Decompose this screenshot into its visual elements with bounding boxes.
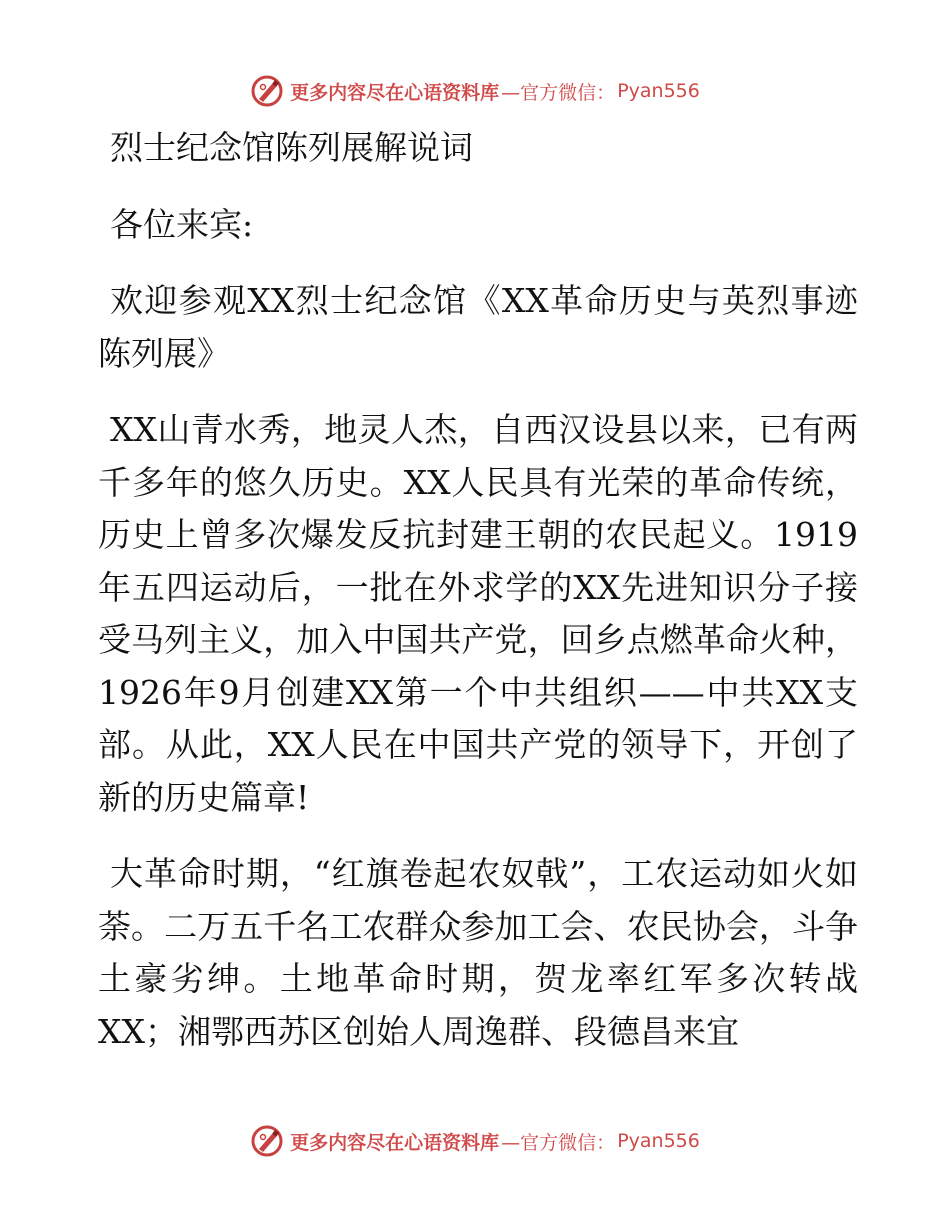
watermark-main-text: 更多内容尽在心语资料库 (290, 81, 500, 104)
pen-logo-icon (250, 1124, 284, 1158)
pen-logo-icon (250, 74, 284, 108)
watermark-wechat-id: Pyan556 (617, 80, 700, 102)
intro-paragraph: 欢迎参观XX烈士纪念馆《XX革命历史与英烈事迹陈列展》 (98, 281, 858, 373)
watermark-sub-text: —官方微信： (501, 1131, 616, 1154)
watermark-header (0, 71, 950, 111)
greeting: 各位来宾: (110, 204, 254, 244)
history-paragraph: XX山青水秀，地灵人杰，自西汉设县以来，已有两千多年的悠久历史。XX人民具有光荣的革命传统，历史上曾多次爆发反抗封建王朝的农民起义。1919年五四运动后，一批在外求学的XX先进知识分子接受马列主义，加入中国共产党，回乡点燃革命火种，1926年9月创建XX第一个中共组织——中共XX支部。从此，XX人民在中国共产党的领导下，开创了新的历史篇章! (98, 410, 858, 817)
document-body (98, 122, 858, 1058)
revolution-paragraph: 大革命时期，“红旗卷起农奴戟”，工农运动如火如荼。二万五千名工农群众参加工会、农民协会，斗争土豪劣绅。土地革命时期，贺龙率红军多次转战XX；湘鄂西苏区创始人周逸群、段德昌来宜 (98, 854, 858, 1051)
watermark-wechat-id: Pyan556 (617, 1130, 700, 1152)
document-title: 烈士纪念馆陈列展解说词 (110, 128, 473, 167)
watermark-footer (0, 1121, 950, 1161)
watermark-main-text: 更多内容尽在心语资料库 (290, 1131, 500, 1154)
watermark-sub-text: —官方微信： (501, 81, 616, 104)
